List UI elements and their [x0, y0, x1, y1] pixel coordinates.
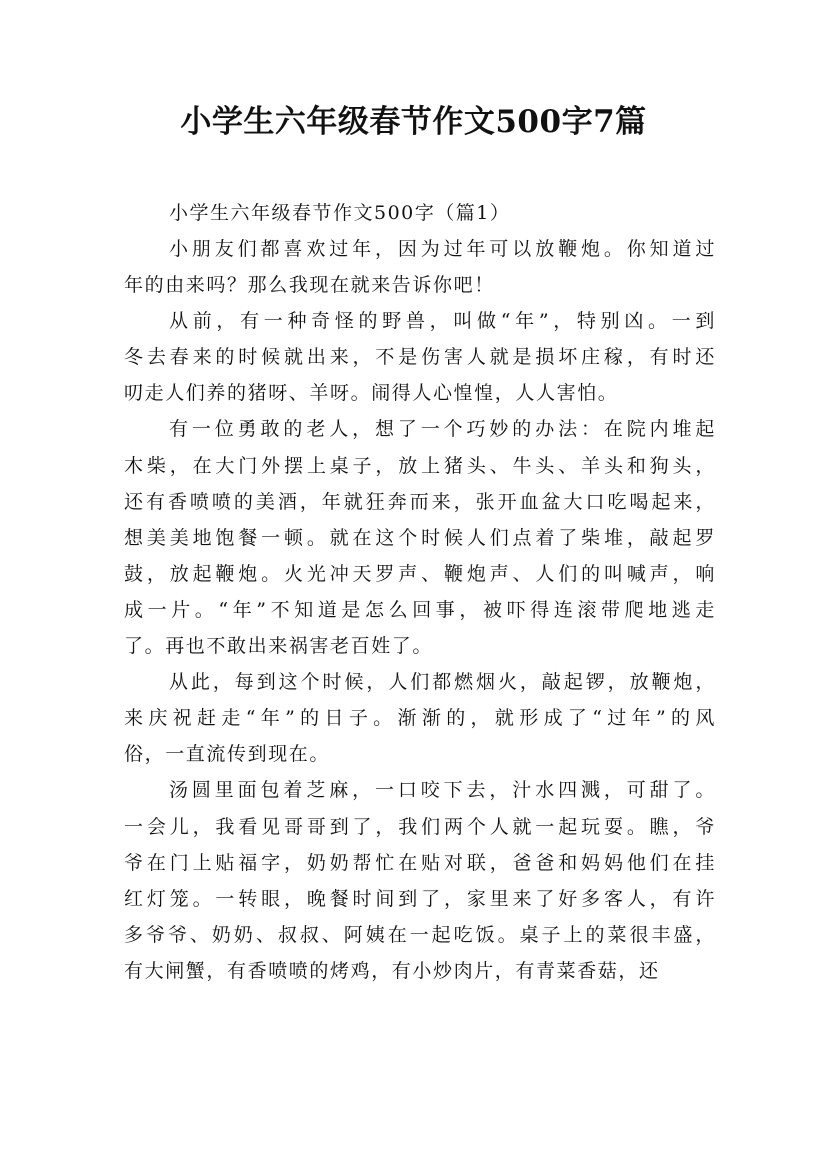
paragraph-line: 红灯笼。一转眼，晚餐时间到了，家里来了好多客人，有许	[124, 887, 716, 910]
paragraph-line: 成一片。“年”不知道是怎么回事，被吓得连滚带爬地逃走	[124, 598, 716, 621]
paragraph-line: 有一位勇敢的老人，想了一个巧妙的办法：在院内堆起	[169, 418, 716, 441]
paragraph	[124, 664, 716, 772]
paragraph	[124, 231, 716, 303]
document-title: 小学生六年级春节作文500字7篇	[180, 104, 647, 140]
section-heading: 小学生六年级春节作文500字（篇1）	[169, 202, 511, 224]
paragraph-line: 鼓，放起鞭炮。火光冲天罗声、鞭炮声、人们的叫喊声，响	[124, 562, 716, 585]
document-body	[124, 195, 716, 989]
paragraph-line: 冬去春来的时候就出来，不是伤害人就是损坏庄稼，有时还	[124, 346, 716, 369]
paragraph-line: 想美美地饱餐一顿。就在这个时候人们点着了柴堆，敲起罗	[124, 526, 716, 549]
paragraph-line: 多爷爷、奶奶、叔叔、阿姨在一起吃饭。桌子上的菜很丰盛，	[124, 923, 716, 946]
paragraph	[124, 303, 716, 411]
paragraph-line: 一会儿，我看见哥哥到了，我们两个人就一起玩耍。瞧，爷	[124, 815, 716, 838]
paragraph-line: 还有香喷喷的美酒，年就狂奔而来，张开血盆大口吃喝起来，	[124, 490, 716, 513]
paragraph-line: 汤圆里面包着芝麻，一口咬下去，汁水四溅，可甜了。	[169, 779, 716, 802]
paragraph-line: 小朋友们都喜欢过年，因为过年可以放鞭炮。你知道过	[169, 238, 716, 260]
paragraph-line: 木柴，在大门外摆上桌子，放上猪头、牛头、羊头和狗头，	[124, 454, 716, 477]
paragraph-line: 叨走人们养的猪呀、羊呀。闹得人心惶惶，人人害怕。	[124, 382, 619, 405]
paragraph-line: 年的由来吗？那么我现在就来告诉你吧！	[124, 274, 495, 297]
paragraph-line: 俗，一直流传到现在。	[124, 743, 331, 766]
paragraph	[124, 411, 716, 664]
paragraph	[124, 772, 716, 989]
paragraph-line: 从此，每到这个时候，人们都燃烟火，敲起锣，放鞭炮，	[169, 671, 716, 694]
paragraph-line: 爷在门上贴福字，奶奶帮忙在贴对联，爸爸和妈妈他们在挂	[124, 851, 716, 874]
paragraph-line: 来庆祝赶走“年”的日子。渐渐的，就形成了“过年”的风	[124, 707, 716, 730]
paragraph-line: 从前，有一种奇怪的野兽，叫做“年”，特别凶。一到	[169, 310, 716, 333]
paragraph-line: 了。再也不敢出来祸害老百姓了。	[124, 635, 434, 658]
paragraph-line: 有大闸蟹，有香喷喷的烤鸡，有小炒肉片，有青菜香菇，还	[124, 959, 660, 982]
